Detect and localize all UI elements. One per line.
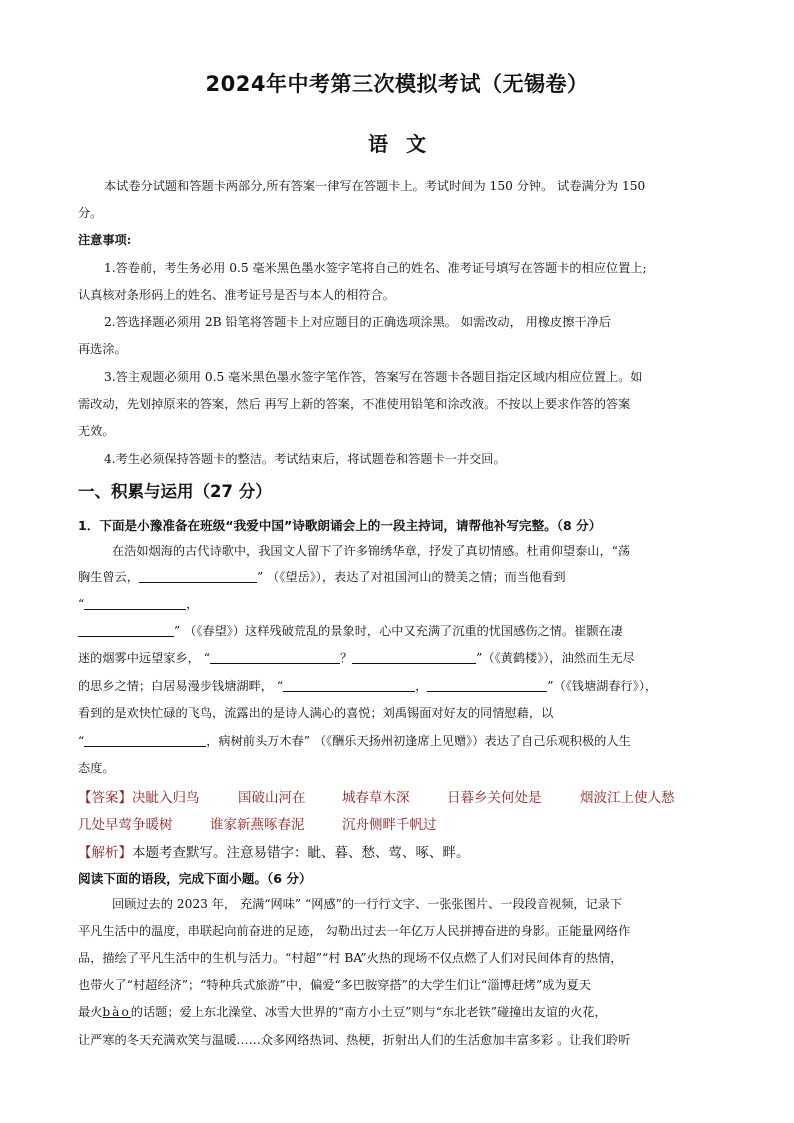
reading-line-5	[78, 1004, 607, 1020]
reading-text: 最火	[78, 1005, 103, 1019]
notice-2b: 再选涂。	[78, 342, 127, 356]
q1-line-6	[78, 678, 657, 694]
q1-text: “	[78, 597, 85, 611]
q1-line-1: 在浩如烟海的古代诗歌中，我国文人留下了许多锦绣华章，抒发了真切情感。杜甫仰望泰山，“荡	[112, 544, 631, 558]
notice-3c: 无效。	[78, 424, 115, 438]
analysis-tag: 【解析】	[78, 845, 132, 861]
q1-text: “	[78, 734, 85, 748]
answer-blank[interactable]	[84, 734, 206, 747]
q1-line-3	[78, 596, 198, 612]
pinyin-blank: bào	[102, 1005, 131, 1019]
notice-2a: 2.答选择题必须用 2B 铅笔将答题卡上对应题目的正确选项涂黑。 如需改动， 用橡皮擦干净后	[104, 315, 611, 329]
analysis	[78, 841, 470, 861]
reading-line-1: 回顾过去的 2023 年， 充满“网味” “网感”的一行行文字、一张张图片、一段段音视频，记录下	[112, 897, 623, 911]
answer-3: 城春草木深	[342, 790, 410, 806]
q1-line-7: 看到的是欢快忙碌的飞鸟，流露出的是诗人满心的喜悦；刘禹锡面对好友的同情慰藉，以	[78, 706, 554, 720]
reading-text: 的话题；爱上东北澡堂、冰雪大世界的“南方小土豆”则与“东北老铁”碰撞出友谊的火花，	[130, 1005, 607, 1019]
intro-line-1: 本试卷分试题和答题卡两部分,所有答案一律写在答题卡上。考试时间为 150 分钟。 试卷满分为 150	[104, 179, 646, 193]
exam-title: 2024年中考第三次模拟考试（无锡卷）	[205, 72, 589, 96]
reading-line-3: 品，描绘了平凡生活中的生机与活力。“村超”“村 BA”火热的现场不仅点燃了人们对民间体育的热情，	[78, 951, 623, 965]
notice-1a: 1.答卷前，考生务必用 0.5 毫米黑色墨水签字笔将自己的姓名、准考证号填写在答题卡的相应位置上;	[104, 261, 647, 275]
notice-title: 注意事项:	[78, 233, 132, 247]
reading-line-2: 平凡生活中的温度，串联起向前奋进的足迹， 勾勒出过去一年亿万人民拼搏奋进的身影。正能量网络作	[78, 924, 631, 938]
notice-4: 4.考生必须保持答题卡的整洁。考试结束后，将试题卷和答题卡一并交回。	[104, 452, 506, 466]
q1-line-2	[78, 569, 566, 585]
notice-1b: 认真核对条形码上的姓名、准考证号是否与本人的相符合。	[78, 288, 395, 302]
answer-blank[interactable]	[84, 597, 186, 610]
q1-text: 迷的烟雾中远望家乡， “	[78, 651, 210, 665]
answer-blank[interactable]	[283, 679, 415, 692]
answer-2: 国破山河在	[238, 790, 306, 806]
intro-line-2: 分。	[78, 206, 103, 220]
answer-8: 沉舟侧畔千帆过	[342, 817, 437, 833]
q1-text: 的思乡之情；白居易漫步钱塘湖畔， “	[78, 679, 284, 693]
subject-title: 语文	[368, 132, 444, 156]
answer-blank[interactable]	[427, 679, 547, 692]
q1-line-4	[78, 623, 623, 639]
q1-text: 胸生曾云，	[78, 570, 139, 584]
answer-blank[interactable]	[78, 624, 174, 637]
answer-6: 几处早莺争暖树	[78, 817, 173, 833]
q1-text: ”（《钱塘湖春行》），	[547, 679, 658, 693]
answer-5: 烟波江上使人愁	[580, 790, 675, 806]
answer-4: 日暮乡关何处是	[447, 790, 542, 806]
q1-text: ？	[339, 651, 353, 665]
analysis-text: 本题考查默写。注意易错字：眦、暮、愁、莺、啄、畔。	[132, 845, 470, 861]
q1-text: ，	[415, 679, 428, 693]
q1-line-9: 态度。	[78, 761, 115, 775]
q1-text: ，	[186, 597, 199, 611]
q1-text: ” （《望岳》），表达了对祖国河山的赞美之情；而当他看到	[256, 570, 566, 584]
question-1-heading: 1．下面是小豫准备在班级“我爱中国”诗歌朗诵会上的一段主持词，请帮他补写完整。（8 分）	[78, 518, 602, 533]
answer-tag: 【答案】	[78, 790, 132, 806]
reading-heading: 阅读下面的语段，完成下面小题。（6 分）	[78, 871, 312, 886]
reading-line-6: 让严寒的冬天充满欢笑与温暖……众多网络热词、热梗，折射出人们的生活愈加丰富多彩 。让我们聆听	[78, 1033, 631, 1047]
reading-line-4: 也带火了“村超经济”；“特种兵式旅游”中，偏爱“多巴胺穿搭”的大学生们让“淄博赶烤”成为夏天	[78, 978, 591, 992]
q1-line-8	[78, 733, 631, 749]
answer-7: 谁家新燕啄春泥	[210, 817, 305, 833]
answer-blank[interactable]	[352, 651, 476, 664]
answer-blank[interactable]	[210, 651, 340, 664]
q1-text: ” （《春望》）这样残破荒乱的景象时，心中又充满了沉重的忧国感伤之情。崔颢在凄	[174, 624, 623, 638]
answer-1: 决眦入归鸟	[132, 790, 200, 806]
q1-text: ”（《黄鹤楼》），油然而生无尽	[476, 651, 635, 665]
q1-text: ，病树前头万木春” （《酬乐天扬州初逢席上见赠》）表达了自己乐观积极的人生	[206, 734, 631, 748]
section-heading: 一、积累与运用（27 分）	[78, 482, 272, 501]
notice-3a: 3.答主观题必须用 0.5 毫米黑色墨水签字笔作答，答案写在答题卡各题目指定区域内相应位置上。如	[104, 370, 643, 384]
notice-3b: 需改动，先划掉原来的答案，然后 再写上新的答案，不准使用铅笔和涂改液。不按以上要求作答的答案	[78, 397, 631, 411]
answer-blank[interactable]	[139, 570, 257, 583]
q1-line-5	[78, 650, 635, 666]
